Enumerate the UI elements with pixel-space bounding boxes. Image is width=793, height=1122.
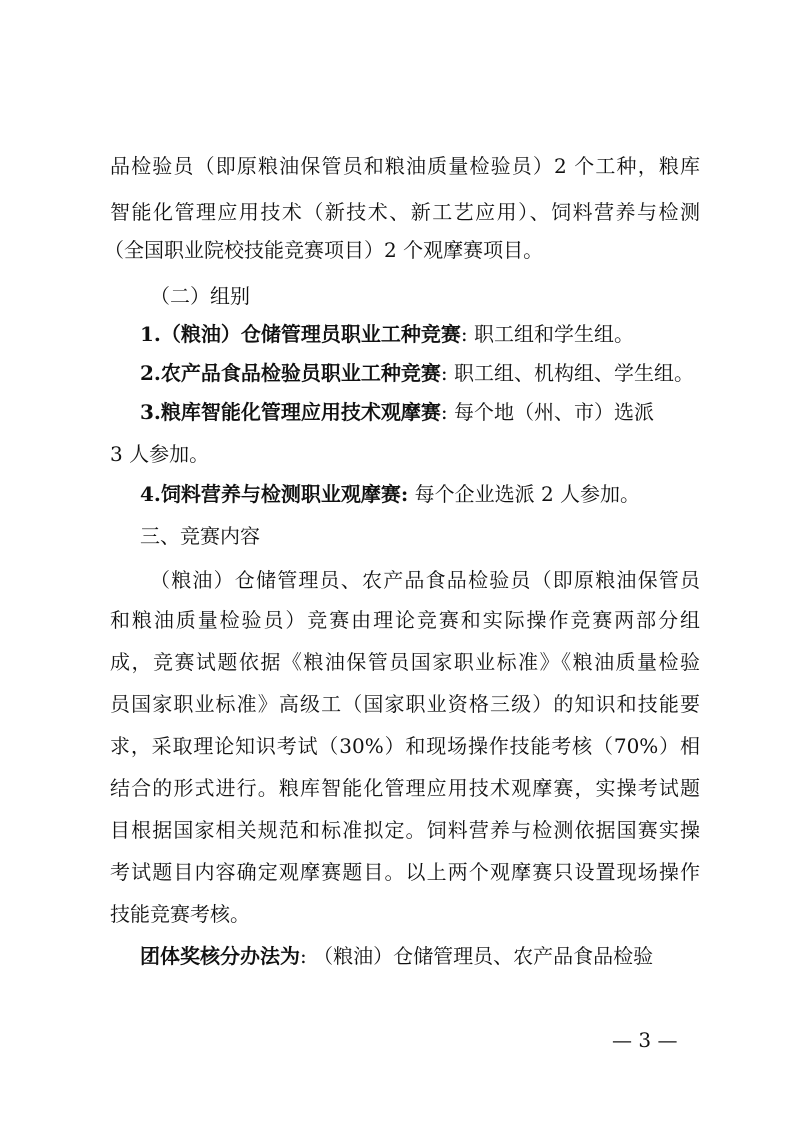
paragraph-line: （全国职业院校技能竞赛项目）2 个观摩赛项目。: [104, 238, 544, 262]
group-item-4: [140, 480, 700, 508]
page-number: — 3 —: [612, 1028, 678, 1052]
section-heading-group: （二）组别: [150, 284, 250, 308]
group-item-2-text: : 职工组、机构组、学生组。: [440, 361, 694, 385]
group-item-4-text: 每个企业选派 2 人参加。: [408, 482, 641, 506]
scoring-method-text: : （粮油）仓储管理员、农产品食品检验: [300, 944, 654, 968]
group-item-1-label: 1.（粮油）仓储管理员职业工种竞赛: [140, 322, 461, 346]
paragraph-line: 技能竞赛考核。: [110, 902, 250, 926]
paragraph-line: 考试题目内容确定观摩赛题目。以上两个观摩赛只设置现场操作: [110, 860, 700, 884]
paragraph-line: 成，竞赛试题依据《粮油保管员国家职业标准》《粮油质量检验: [110, 650, 700, 674]
paragraph-line: 目根据国家相关规范和标准拟定。饲料营养与检测依据国赛实操: [110, 818, 700, 842]
paragraph-line: 和粮油质量检验员）竞赛由理论竞赛和实际操作竞赛两部分组: [110, 608, 700, 632]
group-item-1-text: : 职工组和学生组。: [460, 322, 634, 346]
group-item-4-label: 4.饲料营养与检测职业观摩赛:: [140, 482, 409, 506]
paragraph-line: （粮油）仓储管理员、农产品食品检验员（即原粮油保管员: [150, 568, 700, 592]
scoring-method-paragraph: [140, 942, 700, 970]
group-item-2-label: 2.农产品食品检验员职业工种竞赛: [140, 361, 441, 385]
group-item-2: [140, 359, 700, 387]
group-item-3-continuation: 3 人参加。: [110, 442, 210, 466]
paragraph-line: 员国家职业标准》高级工（国家职业资格三级）的知识和技能要: [110, 692, 700, 716]
group-item-3-text: : 每个地（州、市）选派: [440, 400, 654, 424]
paragraph-line: 智能化管理应用技术（新技术、新工艺应用）、饲料营养与检测: [110, 200, 700, 224]
group-item-3-label: 3.粮库智能化管理应用技术观摩赛: [140, 400, 441, 424]
paragraph-line: 品检验员（即原粮油保管员和粮油质量检验员）2 个工种，粮库: [110, 154, 700, 178]
paragraph-line: 结合的形式进行。粮库智能化管理应用技术观摩赛，实操考试题: [110, 776, 700, 800]
paragraph-line: 求，采取理论知识考试（30%）和现场操作技能考核（70%）相: [110, 734, 700, 758]
group-item-1: [140, 320, 700, 348]
section-heading-content: 三、竞赛内容: [140, 524, 260, 548]
group-item-3: [140, 398, 700, 426]
scoring-method-label: 团体奖核分办法为: [140, 944, 300, 968]
